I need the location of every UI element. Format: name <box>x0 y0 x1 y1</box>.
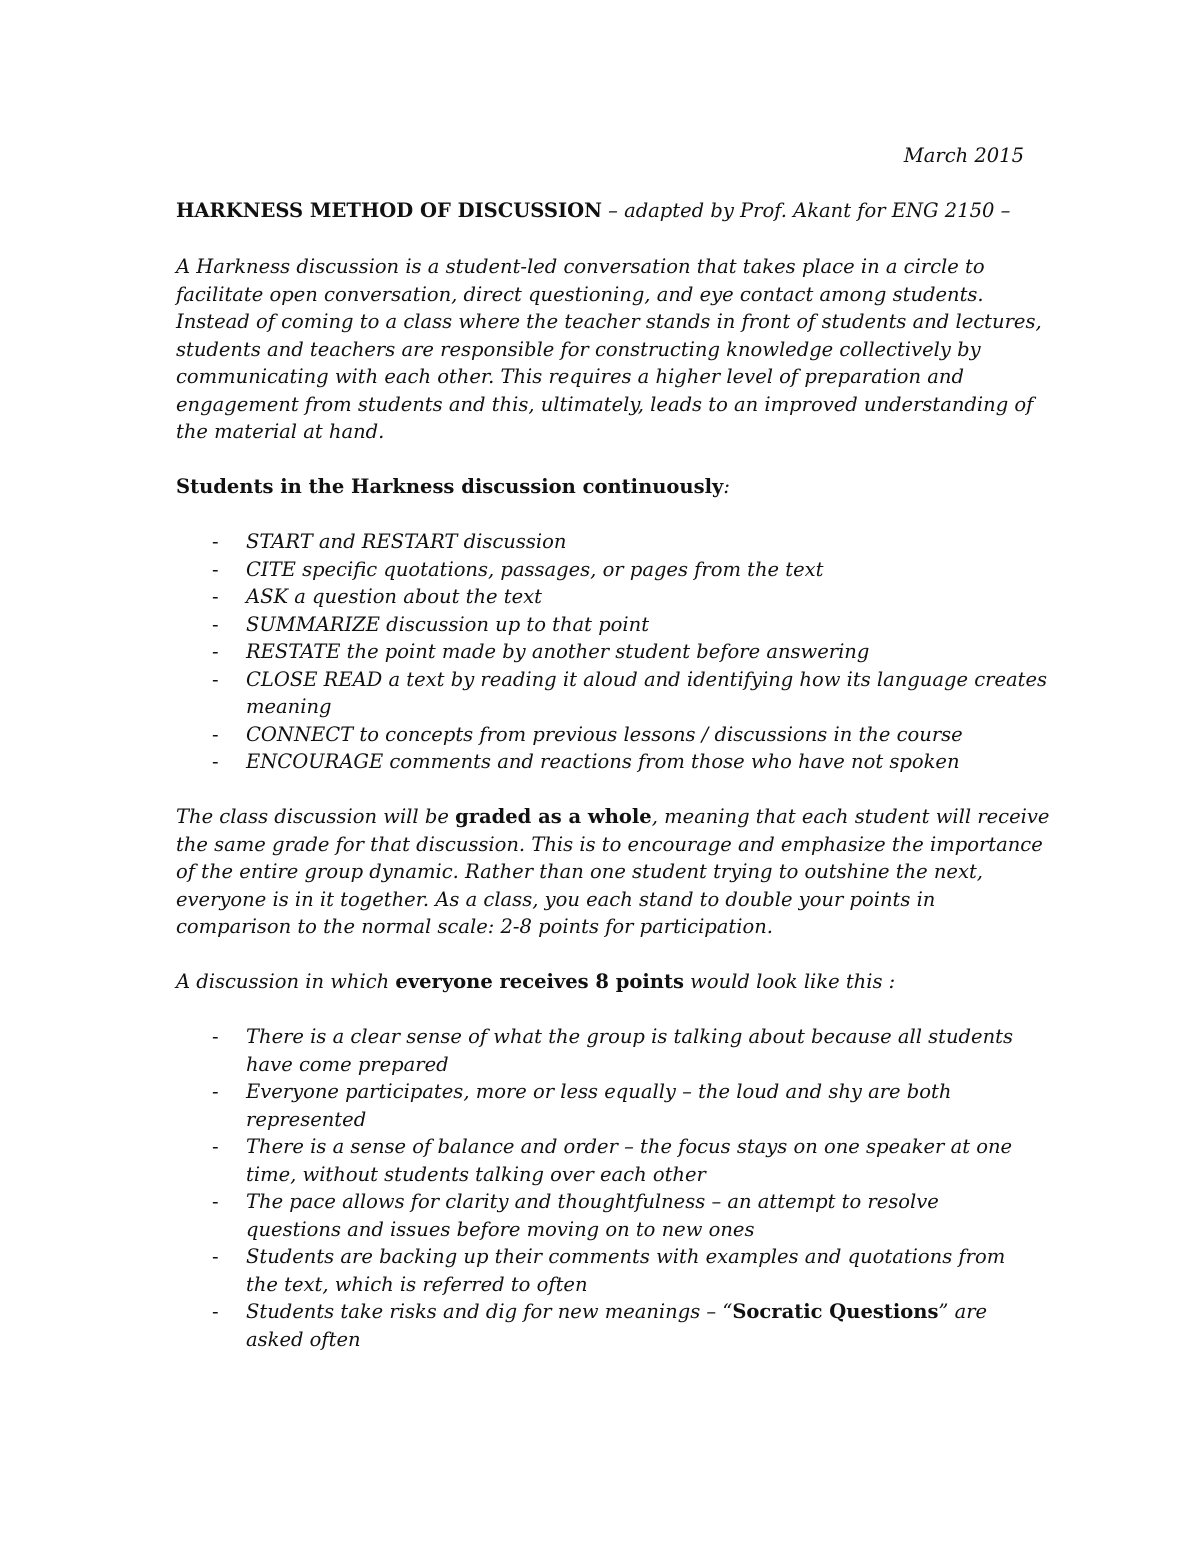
list-item-text: CLOSE READ a text by reading it aloud and identifying how its language creates <box>246 667 1048 691</box>
grading-line: everyone is in it together. As a class, you each stand to double your points in <box>176 887 936 911</box>
grading-text: The class discussion will be <box>176 805 456 828</box>
list-item <box>212 611 1047 639</box>
grading-text: , meaning that each student will receive <box>651 805 1050 828</box>
title-main: HARKNESS METHOD OF DISCUSSION <box>176 199 602 222</box>
list-item <box>212 748 1047 776</box>
dash-bullet: - <box>212 557 219 581</box>
dash-bullet: - <box>212 1190 219 1213</box>
list-item <box>212 666 1047 721</box>
dash-bullet: - <box>212 667 219 691</box>
grading-line: the same grade for that discussion. This is to encourage and emphasize the importance <box>176 832 1043 856</box>
list-item <box>212 1133 1013 1188</box>
eight-points-text: would look like this : <box>683 970 896 993</box>
eight-points-intro <box>176 968 895 996</box>
list-item-text: Everyone participates, more or less equally – the loud and shy are both <box>246 1080 952 1103</box>
dash-bullet: - <box>212 1025 219 1048</box>
list-item <box>212 583 1047 611</box>
list-item <box>212 1023 1013 1078</box>
document-title <box>176 197 1010 225</box>
list-item-text: ASK a question about the text <box>246 585 542 608</box>
list-item <box>212 556 1047 584</box>
document-page <box>176 0 1050 1553</box>
list-item-text: There is a clear sense of what the group is talking about because all students <box>246 1025 1013 1048</box>
grading-line: comparison to the normal scale: 2-8 points for participation. <box>176 915 773 938</box>
list-item <box>212 638 1047 666</box>
list-item <box>212 1188 1013 1243</box>
socratic-text: ” are <box>938 1300 988 1323</box>
student-actions-list <box>212 528 1047 776</box>
list-item-text: CONNECT to concepts from previous lessons / discussions in the course <box>246 722 963 746</box>
list-item-text: the text, which is referred to often <box>246 1272 588 1296</box>
list-item <box>212 1298 1013 1353</box>
eight-points-text: A discussion in which <box>176 970 396 993</box>
eight-points-emphasis: everyone receives 8 points <box>395 970 684 993</box>
dash-bullet: - <box>212 1135 219 1158</box>
list-item-text: time, without students talking over each other <box>246 1162 706 1186</box>
grading-line: of the entire group dynamic. Rather than one student trying to outshine the next, <box>176 860 984 883</box>
dash-bullet: - <box>212 1300 219 1323</box>
dash-bullet: - <box>212 530 219 553</box>
document-date: March 2015 <box>903 144 1024 167</box>
dash-bullet: - <box>212 585 219 608</box>
socratic-text: Students take risks and dig for new meanings – “ <box>246 1300 733 1323</box>
intro-paragraph <box>176 253 1042 446</box>
grading-line <box>176 803 1049 831</box>
list-item <box>212 721 1047 749</box>
intro-line: students and teachers are responsible for constructing knowledge collectively by <box>176 337 981 361</box>
list-item-text: represented <box>246 1107 367 1131</box>
list-item <box>212 1243 1013 1298</box>
criteria-list <box>212 1023 1013 1353</box>
list-item-text: questions and issues before moving on to new ones <box>246 1217 755 1241</box>
students-heading-colon: : <box>723 475 730 498</box>
list-item-text: asked often <box>246 1327 361 1351</box>
list-item <box>212 528 1047 556</box>
dash-bullet: - <box>212 722 219 746</box>
list-item-text: There is a sense of balance and order – the focus stays on one speaker at one <box>246 1135 1013 1158</box>
intro-line: Instead of coming to a class where the teacher stands in front of students and lectures, <box>176 310 1042 333</box>
list-item-text: SUMMARIZE discussion up to that point <box>246 612 650 636</box>
socratic-line <box>246 1298 1013 1326</box>
intro-line: facilitate open conversation, direct questioning, and eye contact among students. <box>176 282 984 306</box>
intro-line: A Harkness discussion is a student-led conversation that takes place in a circle to <box>176 255 985 278</box>
intro-line: the material at hand. <box>176 420 385 443</box>
list-item-text: The pace allows for clarity and thoughtfulness – an attempt to resolve <box>246 1190 939 1213</box>
socratic-emphasis: Socratic Questions <box>732 1300 939 1323</box>
grading-emphasis: graded as a whole <box>455 805 652 828</box>
list-item-text: START and RESTART discussion <box>246 530 567 553</box>
title-subtitle: – adapted by Prof. Akant for ENG 2150 – <box>601 199 1011 222</box>
dash-bullet: - <box>212 640 219 663</box>
dash-bullet: - <box>212 750 219 773</box>
list-item-text: CITE specific quotations, passages, or pages from the text <box>246 557 824 581</box>
intro-line: engagement from students and this, ultimately, leads to an improved understanding of <box>176 392 1034 416</box>
list-item-text: meaning <box>246 695 332 718</box>
list-item-text: have come prepared <box>246 1052 449 1076</box>
list-item <box>212 1078 1013 1133</box>
list-item-text: RESTATE the point made by another student before answering <box>246 640 870 663</box>
list-item-text: ENCOURAGE comments and reactions from those who have not spoken <box>246 750 960 773</box>
dash-bullet: - <box>212 1245 219 1268</box>
students-heading <box>176 473 730 501</box>
grading-paragraph <box>176 803 1049 941</box>
dash-bullet: - <box>212 612 219 636</box>
students-heading-text: Students in the Harkness discussion continuously <box>176 475 724 498</box>
dash-bullet: - <box>212 1080 219 1103</box>
intro-line: communicating with each other. This requires a higher level of preparation and <box>176 365 964 388</box>
list-item-text: Students are backing up their comments with examples and quotations from <box>246 1245 1006 1268</box>
